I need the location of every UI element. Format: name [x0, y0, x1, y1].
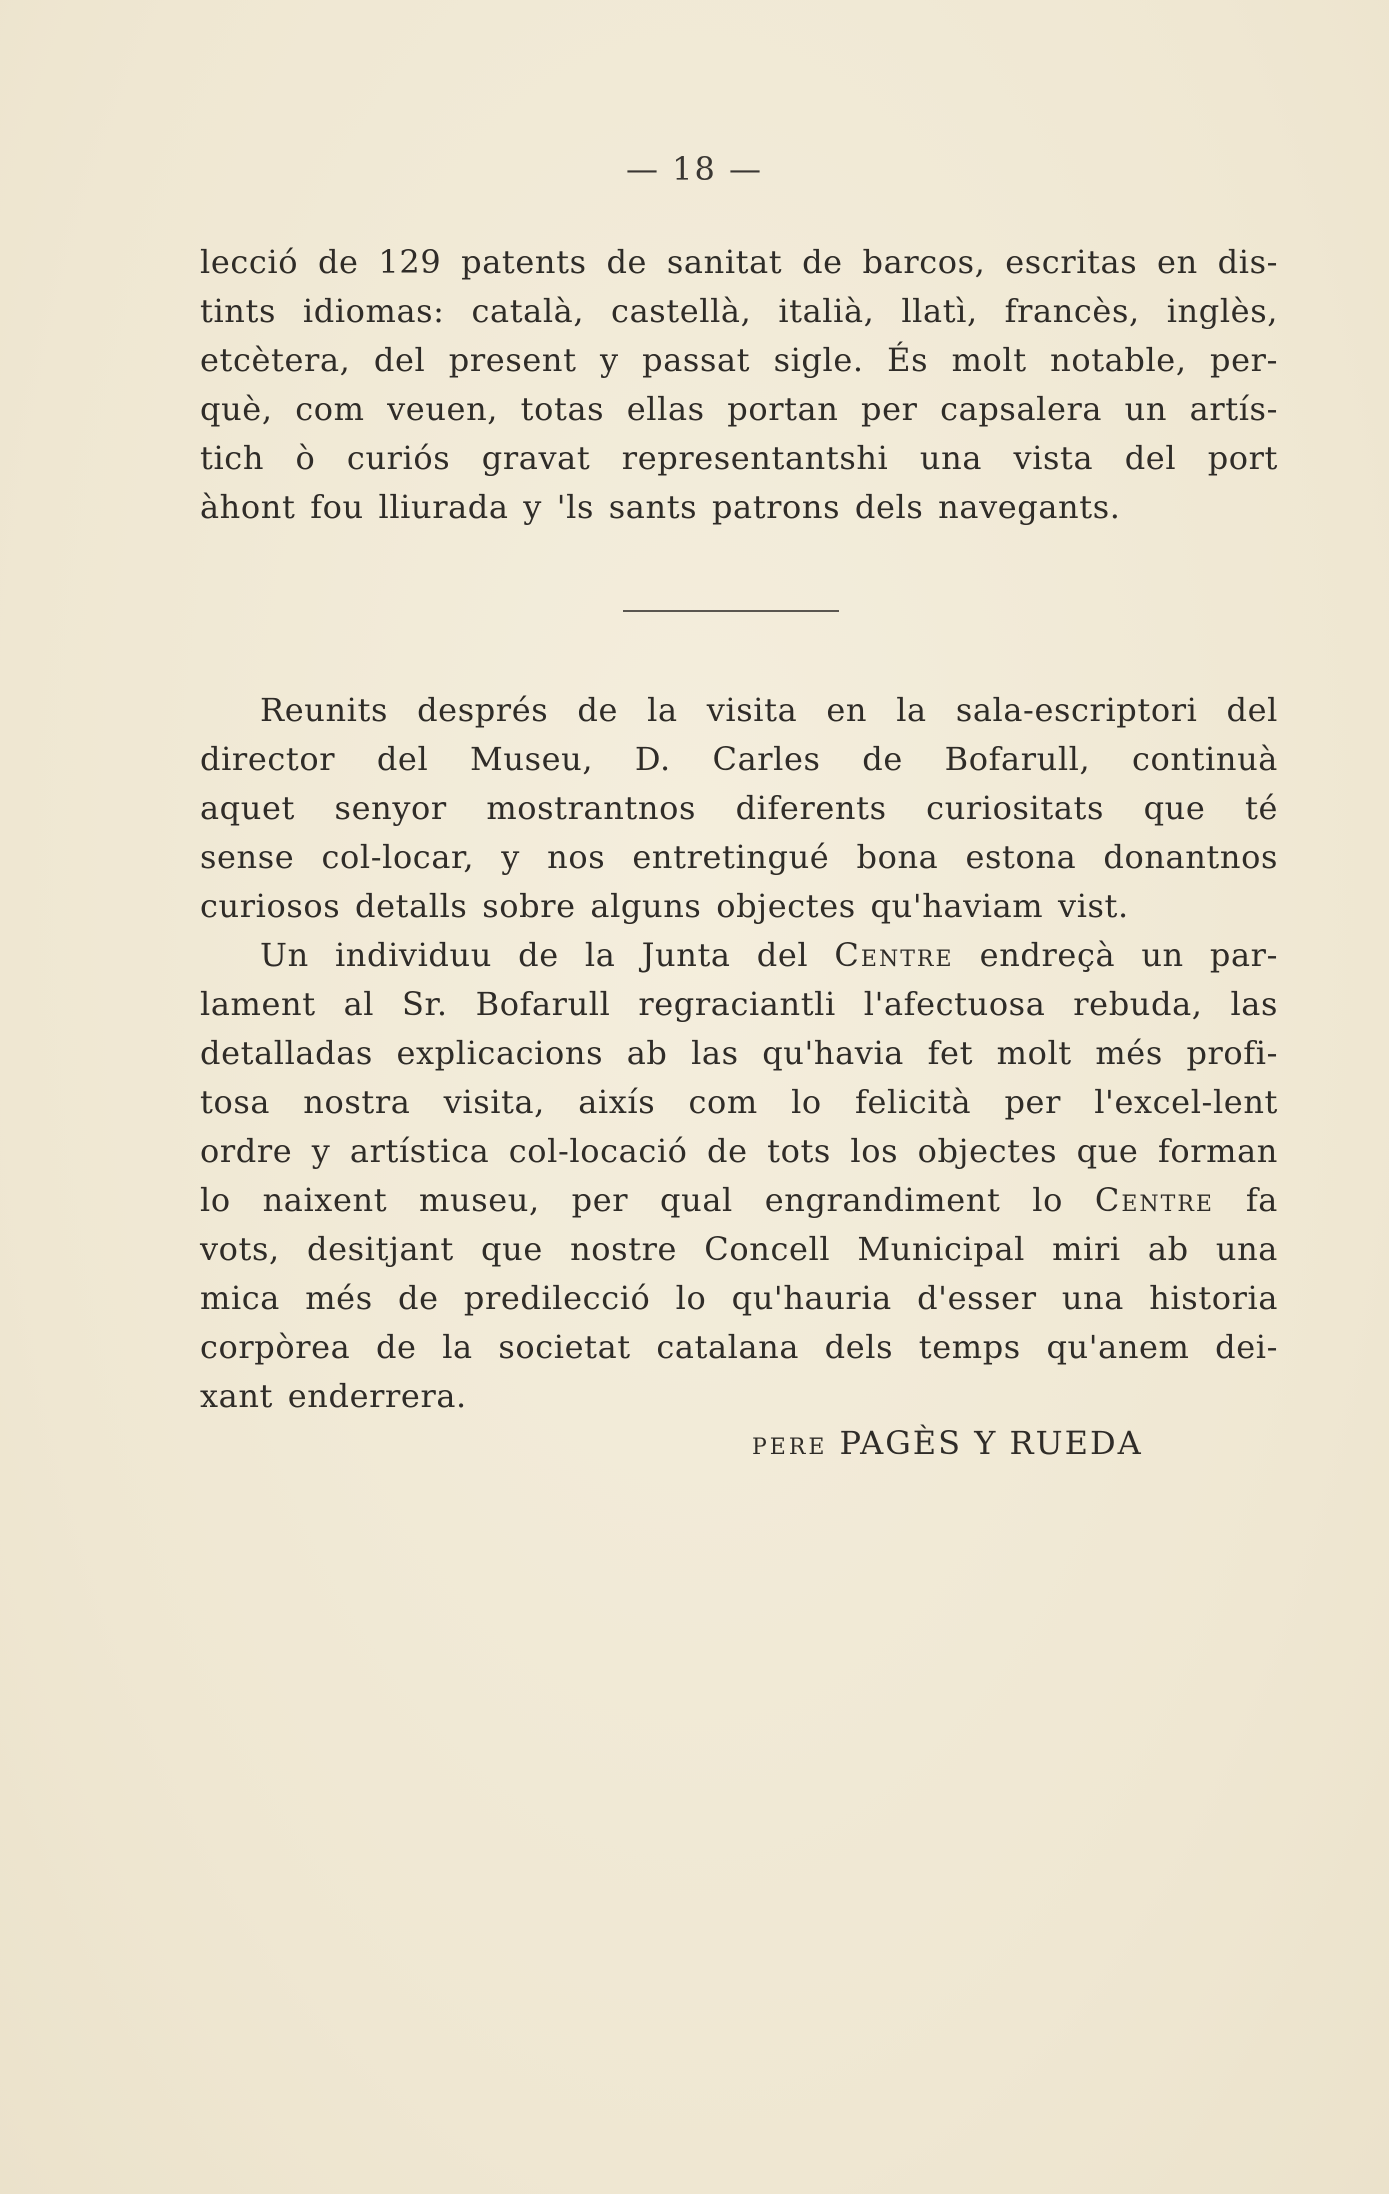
text-line: detalladas explicacions ab las qu'havia fet molt més profi-: [200, 1034, 1278, 1072]
text-line: [200, 931, 1278, 980]
text-line: etcètera, del present y passat sigle. És molt notable, per-: [200, 341, 1278, 379]
text-fragment: endreçà un par-: [953, 936, 1278, 974]
author-surname: PAGÈS Y RUEDA: [839, 1424, 1143, 1462]
text-line: xant enderrera.: [200, 1377, 467, 1415]
text-line: Reunits després de la visita en la sala-escriptori del: [260, 691, 1278, 729]
paragraph-continuation: [200, 238, 1278, 532]
paragraph-visit: [200, 686, 1278, 1421]
text-line: vots, desitjant que nostre Concell Municipal miri ab una: [200, 1230, 1278, 1268]
section-divider: [623, 610, 839, 612]
text-fragment: lo naixent museu, per qual engrandiment lo: [200, 1181, 1095, 1219]
centre-name: Centre: [1094, 1181, 1214, 1219]
text-line: tints idiomas: català, castellà, italià, llatì, francès, inglès,: [200, 292, 1278, 330]
text-line: lecció de 129 patents de sanitat de barcos, escritas en dis-: [200, 243, 1278, 281]
text-line: aquet senyor mostrantnos diferents curiositats que té: [200, 789, 1278, 827]
author-first-name: PERE: [752, 1435, 828, 1460]
text-line: curiosos detalls sobre alguns objectes qu'haviam vist.: [200, 887, 1129, 925]
text-line: àhont fou lliurada y 'ls sants patrons dels navegants.: [200, 488, 1121, 526]
text-line: tich ò curiós gravat representantshi una vista del port: [200, 439, 1278, 477]
text-fragment: fa: [1213, 1181, 1278, 1219]
text-fragment: Un individuu de la Junta del: [260, 936, 835, 974]
text-line: mica més de predilecció lo qu'hauria d'esser una historia: [200, 1279, 1278, 1317]
text-line: director del Museu, D. Carles de Bofarull, continuà: [200, 740, 1278, 778]
text-line: tosa nostra visita, aixís com lo felicità per l'excel-lent: [200, 1083, 1278, 1121]
centre-name: Centre: [834, 936, 954, 974]
text-line: sense col-locar, y nos entretingué bona estona donantnos: [200, 838, 1278, 876]
text-line: corpòrea de la societat catalana dels temps qu'anem dei-: [200, 1328, 1278, 1366]
page-number: — 18 —: [625, 150, 764, 188]
text-line: ordre y artística col-locació de tots los objectes que forman: [200, 1132, 1278, 1170]
author-signature: [752, 1424, 1143, 1462]
text-line: lament al Sr. Bofarull regraciantli l'afectuosa rebuda, las: [200, 985, 1278, 1023]
text-line: [200, 1176, 1278, 1225]
text-line: què, com veuen, totas ellas portan per capsalera un artís-: [200, 390, 1278, 428]
